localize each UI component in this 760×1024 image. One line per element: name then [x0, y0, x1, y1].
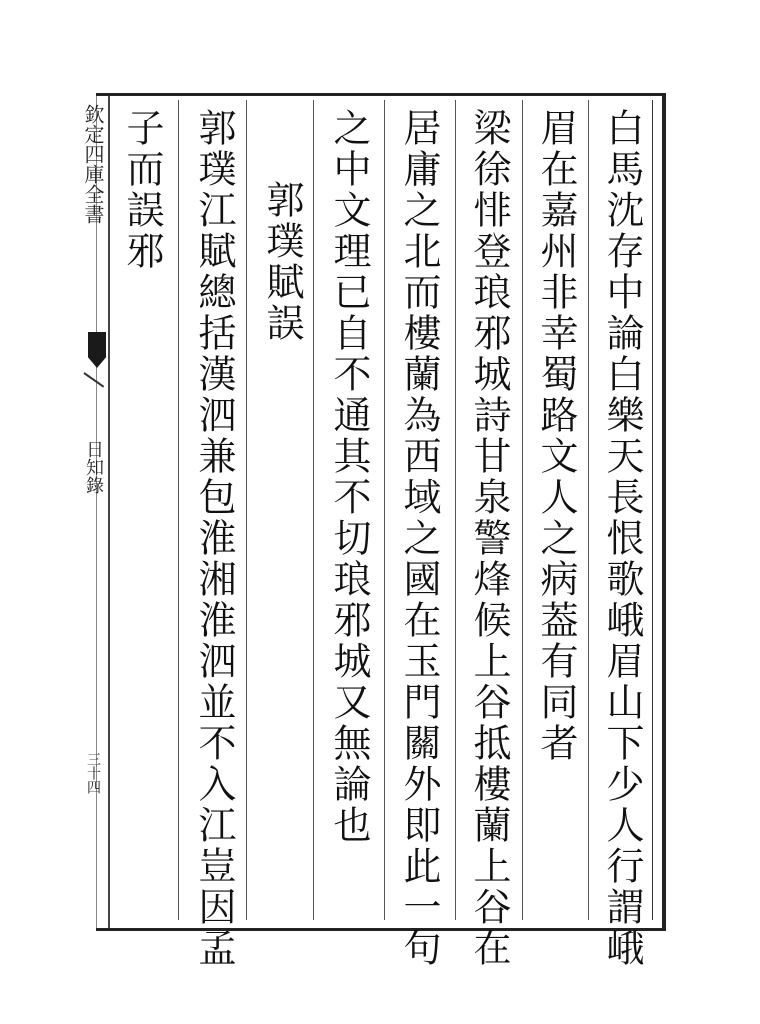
gutter-collection-title: 欽定四庫全書 [81, 104, 105, 224]
text-column-5: 之中文理已自不通其不切琅邪城又無論也 [327, 108, 371, 846]
text-column-7: 郭璞江賦總括漢泗兼包淮湘淮泗並不入江豈因孟 [192, 108, 236, 969]
frame-right-border [662, 93, 666, 931]
fish-tail-stroke [83, 372, 104, 387]
column-divider [178, 100, 179, 920]
column-divider [313, 100, 314, 920]
gutter-page-number: 三十四 [85, 752, 101, 794]
column-divider [455, 100, 456, 920]
column-divider [522, 100, 523, 920]
gutter-book-title: 日知錄 [83, 440, 104, 494]
frame-top-border [96, 93, 666, 96]
text-column-8: 子而誤邪 [120, 108, 164, 272]
frame-right-inner-border [652, 100, 653, 920]
text-column-4: 居庸之北而樓蘭為西域之國在玉門關外即此一句 [397, 108, 441, 969]
text-column-3: 梁徐悱登琅邪城詩甘泉警烽候上谷抵樓蘭上谷在 [467, 108, 511, 969]
text-column-1: 白馬沈存中論白樂天長恨歌峨眉山下少人行謂峨 [600, 108, 644, 969]
fish-tail-mark-icon [88, 332, 106, 368]
column-divider [384, 100, 385, 920]
section-heading: 郭璞賦誤 [260, 180, 304, 344]
text-column-2: 眉在嘉州非幸蜀路文人之病葢有同者 [534, 108, 578, 764]
frame-left-border [108, 96, 110, 928]
column-divider [588, 100, 589, 920]
frame-bottom-border [96, 928, 666, 931]
column-divider [246, 100, 247, 920]
